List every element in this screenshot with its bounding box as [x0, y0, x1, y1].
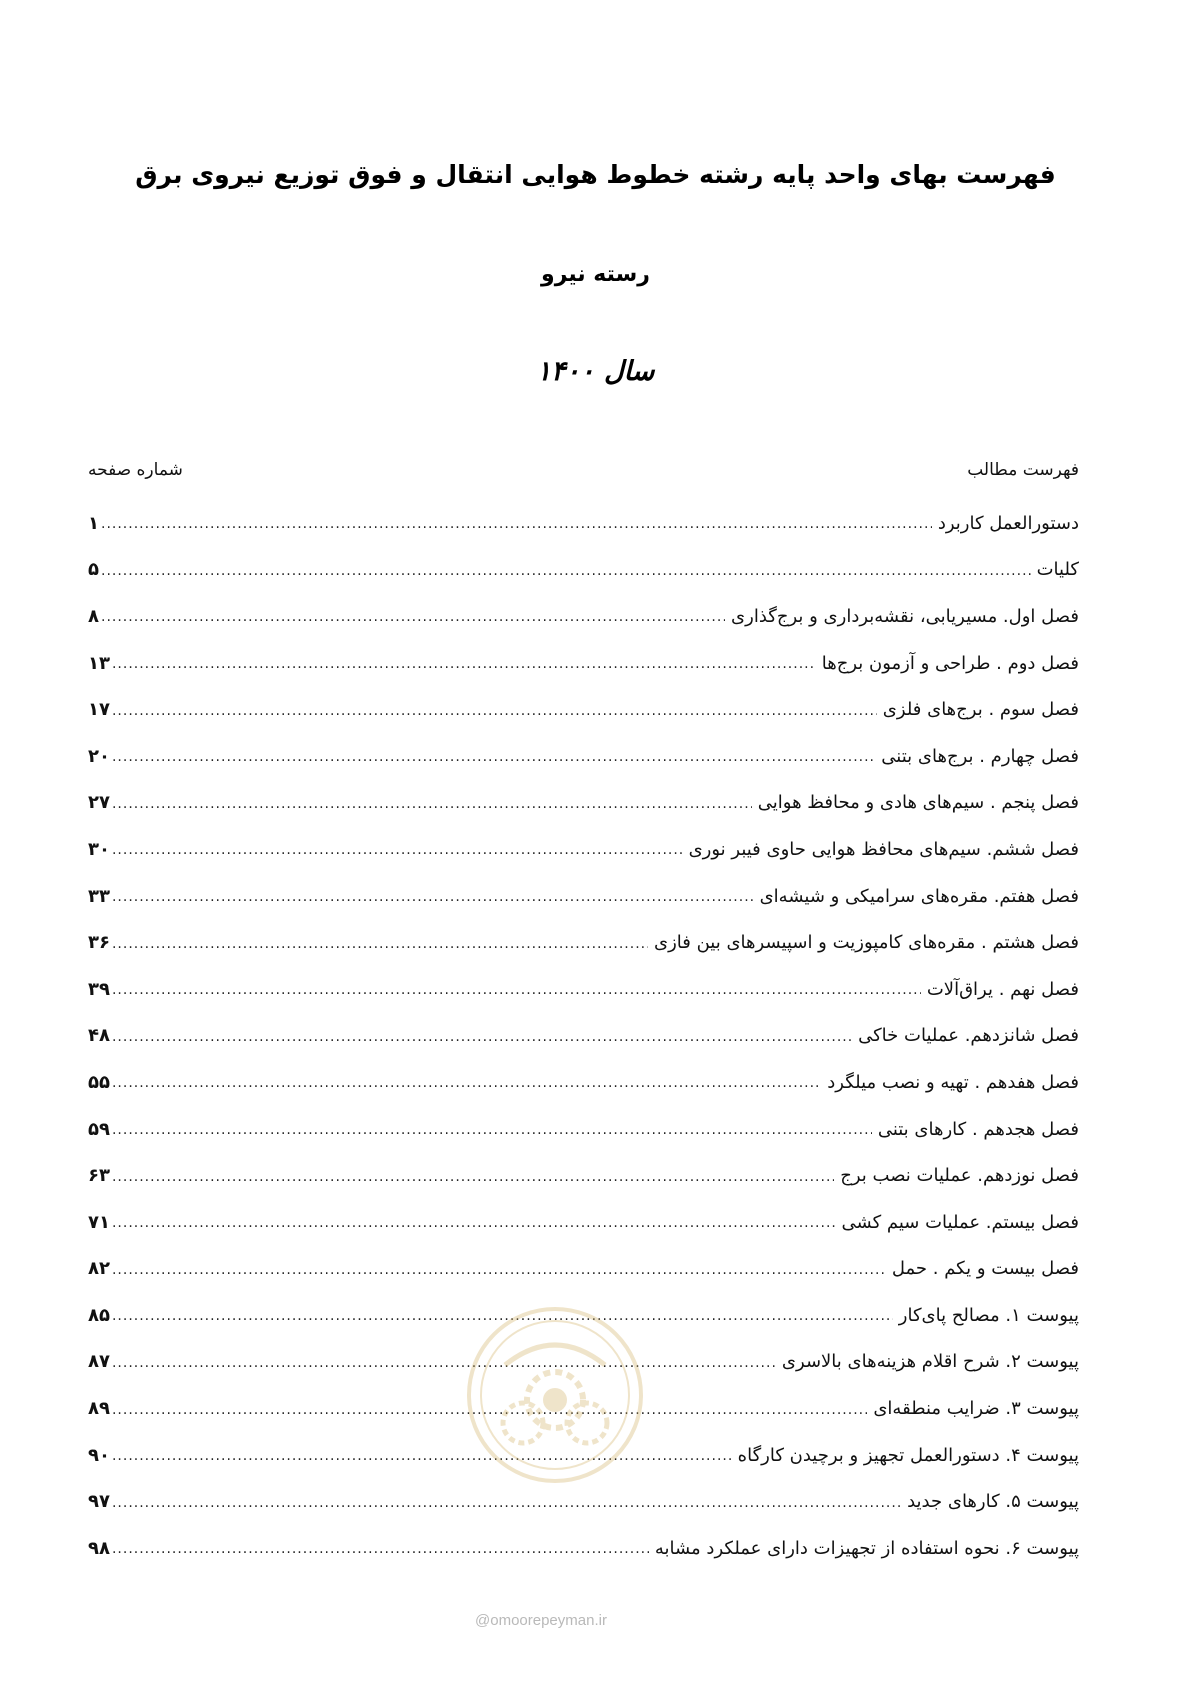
toc-page-number: ۱۷: [88, 699, 110, 721]
toc-row: [88, 966, 1079, 1013]
toc-entry-title: فصل هفدهم . تهیه و نصب میلگرد: [827, 1071, 1079, 1093]
page-number-heading: شماره صفحه: [88, 460, 183, 480]
dot-leader: [112, 746, 875, 766]
toc-entry-title: فصل ششم. سیم‌های محافظ هوایی حاوی فیبر نوری: [688, 838, 1079, 860]
toc-row: [88, 873, 1079, 920]
toc-entry-title: فصل دوم . طراحی و آزمون برج‌ها: [821, 652, 1079, 674]
document-field: رسته نیرو: [541, 262, 650, 287]
toc-row: [88, 1059, 1079, 1106]
toc-row: [88, 1478, 1079, 1525]
toc-heading: فهرست مطالب: [967, 460, 1079, 480]
document-title: فهرست بهای واحد پایه رشته خطوط هوایی انتقال و فوق توزیع نیروی برق: [135, 160, 1056, 189]
dot-leader: [112, 793, 752, 813]
toc-page-number: ۵۹: [88, 1118, 110, 1140]
toc-row: [88, 733, 1079, 780]
toc-page-number: ۴۸: [88, 1025, 110, 1047]
toc-row: [88, 593, 1079, 640]
toc-entry-title: پیوست ۳. ضرایب منطقه‌ای: [873, 1398, 1079, 1420]
toc-page-number: ۷۱: [88, 1211, 110, 1233]
toc-page-number: ۳۳: [88, 885, 110, 907]
toc-page-number: ۸۹: [88, 1398, 110, 1420]
dot-leader: [112, 1538, 649, 1558]
dot-leader: [112, 1166, 834, 1186]
toc-row: [88, 1199, 1079, 1246]
document-year: سال ۱۴۰۰: [536, 356, 655, 387]
toc-entry-title: پیوست ۶. نحوه استفاده از تجهیزات دارای عملکرد مشابه: [654, 1537, 1079, 1559]
dot-leader: [101, 560, 1031, 580]
toc-page-number: ۳۰: [88, 838, 110, 860]
toc-row: [88, 919, 1079, 966]
toc-page-number: ۹۷: [88, 1491, 110, 1513]
toc-entry-title: فصل نوزدهم. عملیات نصب برج: [840, 1165, 1079, 1187]
toc-entry-title: فصل اول. مسیریابی، نقشه‌برداری و برج‌گذاری: [731, 605, 1079, 627]
toc-entry-title: فصل شانزدهم. عملیات خاکی: [858, 1025, 1079, 1047]
toc-entry-title: فصل هجدهم . کارهای بتنی: [877, 1118, 1079, 1140]
dot-leader: [112, 700, 877, 720]
dot-leader: [112, 886, 754, 906]
toc-page-number: ۶۳: [88, 1165, 110, 1187]
dot-leader: [112, 1026, 852, 1046]
toc-page-number: ۱۳: [88, 652, 110, 674]
dot-leader: [112, 1492, 901, 1512]
dot-leader: [112, 1072, 821, 1092]
toc-page-number: ۹۰: [88, 1444, 110, 1466]
toc-row: [88, 1525, 1079, 1572]
toc-page-number: ۸۷: [88, 1351, 110, 1373]
toc-page-number: ۳۹: [88, 978, 110, 1000]
toc-page-number: ۸: [88, 605, 99, 627]
toc-entry-title: پیوست ۴. دستورالعمل تجهیز و برچیدن کارگاه: [737, 1444, 1079, 1466]
dot-leader: [101, 513, 932, 533]
toc-row: [88, 686, 1079, 733]
toc-entry-title: فصل چهارم . برج‌های بتنی: [881, 745, 1079, 767]
seal-logo-icon: [465, 1305, 645, 1485]
toc-entry-title: فصل بیست و یکم . حمل: [891, 1258, 1079, 1280]
toc-entry-title: پیوست ۱. مصالح پای‌کار: [898, 1304, 1079, 1326]
toc-page-number: ۲۷: [88, 792, 110, 814]
toc-page-number: ۱: [88, 512, 99, 534]
toc-page-number: ۵۵: [88, 1071, 110, 1093]
toc-entry-title: پیوست ۵. کارهای جدید: [907, 1491, 1079, 1513]
dot-leader: [112, 653, 816, 673]
toc-page-number: ۸۲: [88, 1258, 110, 1280]
toc-row: [88, 1152, 1079, 1199]
toc-row: [88, 500, 1079, 547]
dot-leader: [112, 1212, 836, 1232]
toc-entry-title: فصل بیستم. عملیات سیم کشی: [841, 1211, 1079, 1233]
toc-page-number: ۲۰: [88, 745, 110, 767]
toc-entry-title: کلیات: [1036, 559, 1079, 581]
dot-leader: [112, 1352, 776, 1372]
toc-row: [88, 1013, 1079, 1060]
toc-page-number: ۵: [88, 559, 99, 581]
toc-row: [88, 1106, 1079, 1153]
toc-entry-title: پیوست ۲. شرح اقلام هزینه‌های بالاسری: [781, 1351, 1079, 1373]
dot-leader: [112, 1119, 872, 1139]
dot-leader: [112, 979, 921, 999]
watermark: @omoorepeyman.ir: [475, 1612, 607, 1629]
toc-row: [88, 640, 1079, 687]
toc-row: [88, 547, 1079, 594]
toc-row: [88, 826, 1079, 873]
toc-entry-title: فصل هشتم . مقره‌های کامپوزیت و اسپیسرهای بین فازی: [654, 932, 1079, 954]
toc-entry-title: دستورالعمل کاربرد: [937, 512, 1079, 534]
toc-entry-title: فصل پنجم . سیم‌های هادی و محافظ هوایی: [757, 792, 1079, 814]
dot-leader: [101, 606, 725, 626]
toc-entry-title: فصل سوم . برج‌های فلزی: [882, 699, 1079, 721]
toc-row: [88, 780, 1079, 827]
dot-leader: [112, 839, 683, 859]
toc-entry-title: فصل نهم . یراق‌آلات: [926, 978, 1079, 1000]
toc-page-number: ۸۵: [88, 1304, 110, 1326]
toc-page-number: ۹۸: [88, 1537, 110, 1559]
dot-leader: [112, 1259, 886, 1279]
toc-page-number: ۳۶: [88, 932, 110, 954]
toc-entry-title: فصل هفتم. مقره‌های سرامیکی و شیشه‌ای: [759, 885, 1079, 907]
toc-row: [88, 1246, 1079, 1293]
dot-leader: [112, 933, 648, 953]
